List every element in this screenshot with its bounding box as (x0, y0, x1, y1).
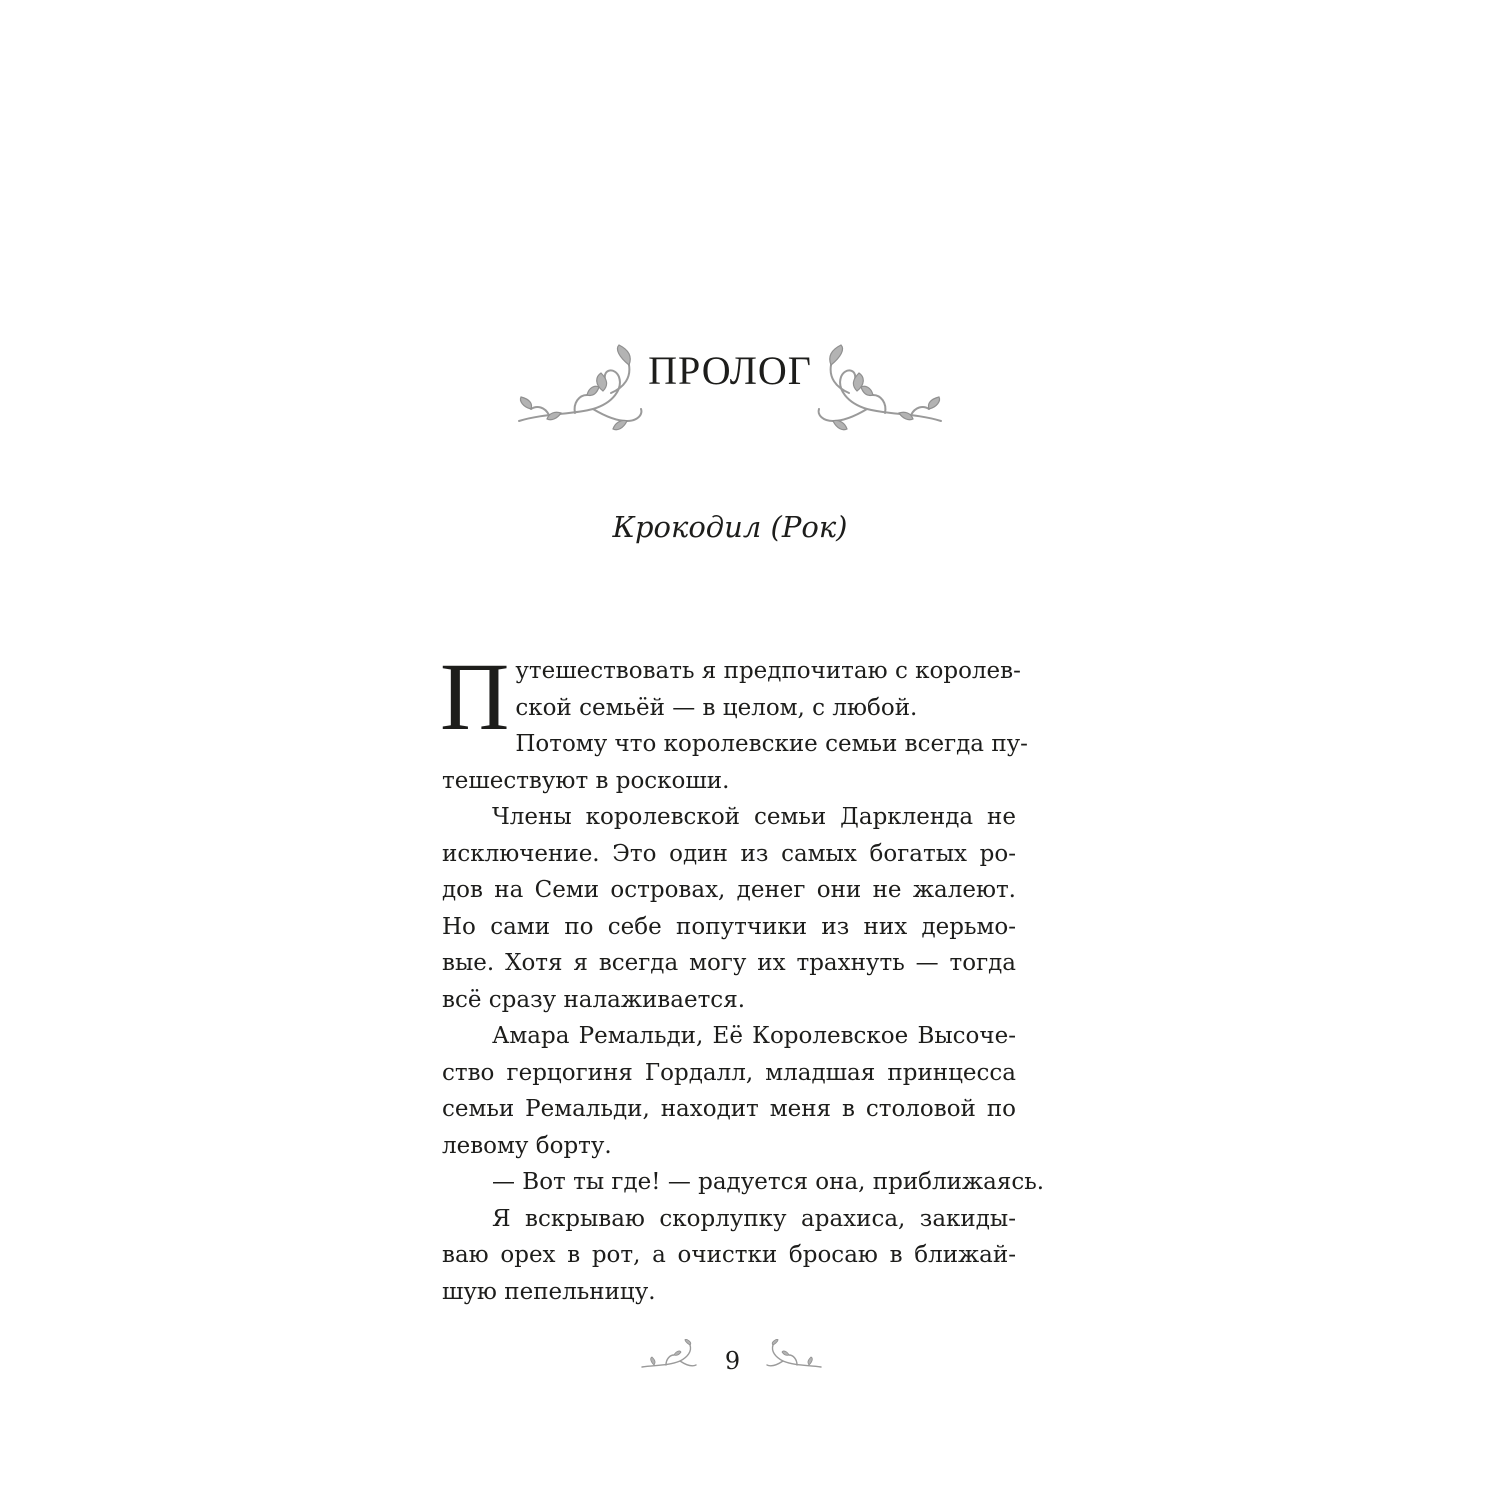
page-number: 9 (724, 1347, 741, 1375)
text-line: Но сами по себе попутчики из них дерьмо- (442, 913, 1016, 940)
floral-flourish-icon (813, 343, 945, 433)
text-line: Я вскрываю скорлупку арахиса, закиды- (492, 1205, 1016, 1232)
text-line: семьи Ремальди, находит меня в столовой по (442, 1096, 1016, 1122)
text-line: исключение. Это один из самых богатых ро- (442, 840, 1016, 867)
body-text (440, 643, 1045, 1310)
text-line: Потому что королевские семьи всегда пу- (515, 731, 1028, 757)
drop-cap: П (440, 643, 510, 750)
text-line: — Вот ты где! — радуется она, приближаясь. (492, 1169, 1045, 1195)
text-line: Амара Ремальди, Её Королевское Высоче- (492, 1023, 1016, 1049)
text-line: шую пепельницу. (442, 1278, 656, 1305)
chapter-subtitle: Крокодил (Рок) (612, 510, 848, 544)
text-line: Члены королевской семьи Даркленда не (492, 804, 1016, 830)
text-line: вые. Хотя я всегда могу их трахнуть — тогда (442, 950, 1016, 976)
page-footer (640, 1335, 825, 1385)
text-line: левому борту. (442, 1132, 612, 1159)
text-line: всё сразу налаживается. (442, 986, 746, 1013)
text-line: тешествуют в роскоши. (442, 767, 730, 794)
text-line: ваю орех в рот, а очистки бросаю в ближай- (442, 1242, 1016, 1268)
text-line: дов на Семи островах, денег они не жалеют. (442, 877, 1016, 903)
text-line: утешествовать я предпочитаю с королев- (515, 658, 1021, 684)
chapter-title: ПРОЛОГ (648, 348, 812, 393)
floral-flourish-icon (765, 1339, 823, 1375)
text-line: ство герцогиня Гордалл, младшая принцесса (442, 1059, 1016, 1086)
chapter-heading (515, 335, 945, 435)
text-line: ской семьёй — в целом, с любой. (515, 694, 918, 721)
